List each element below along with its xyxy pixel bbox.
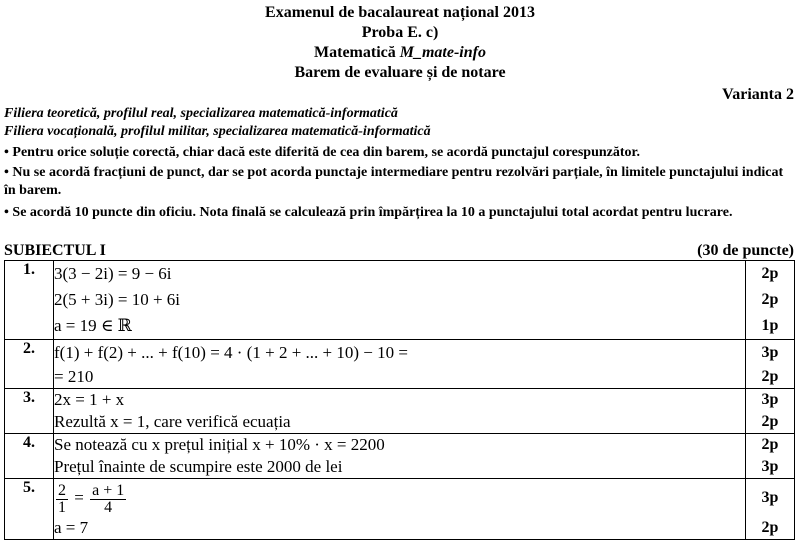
filiera-teoretica: Filiera teoretică, profilul real, specializarea matematică-informatică (4, 106, 398, 121)
points-value: 3p (761, 489, 779, 506)
solution-line: 2x = 1 + x (54, 390, 125, 409)
item-points (746, 479, 795, 540)
subiect-title: SUBIECTUL I (4, 242, 106, 259)
subiect-points: (30 de puncte) (697, 242, 794, 259)
subject-prefix: Matematică (314, 44, 400, 61)
item-content (54, 261, 746, 340)
fraction-numerator: a + 1 (92, 481, 125, 499)
fraction-denominator: 1 (58, 498, 66, 516)
bullet-fractiuni-punct: • Nu se acordă fracțiuni de punct, dar se pot acorda punctaje intermediare pentru rezolvări parțiale, în limitele punctajului indicat în barem. (4, 165, 784, 198)
solution-line: a = 7 (54, 518, 89, 537)
exam-proba: Proba E. c) (361, 24, 439, 41)
subject-code: M_mate-info (399, 44, 486, 61)
exam-title: Examenul de bacalaureat național 2013 (265, 4, 535, 21)
item-content (54, 389, 746, 434)
table-row (5, 434, 795, 479)
points-value: 2p (761, 519, 779, 536)
points-value: 3p (761, 458, 779, 475)
subiect-header (4, 242, 794, 260)
solution-line: a = 19 ∈ ℝ (54, 316, 132, 335)
table-row (5, 479, 795, 540)
points-value: 3p (761, 344, 779, 361)
item-points (746, 389, 795, 434)
item-points (746, 340, 795, 389)
table-row (5, 340, 795, 389)
item-number: 3. (5, 389, 54, 434)
item-number: 5. (5, 479, 54, 540)
solution-line: Rezultă x = 1, care verifică ecuația (54, 412, 291, 431)
item-points (746, 434, 795, 479)
points-value: 2p (761, 368, 779, 385)
filiera-vocationala: Filiera vocațională, profilul militar, specializarea matematică-informatică (4, 124, 431, 139)
solution-line: = 210 (54, 367, 94, 386)
points-value: 2p (761, 265, 779, 282)
table-row (5, 389, 795, 434)
fraction-denominator: 4 (104, 498, 113, 516)
exam-subject (0, 44, 800, 62)
item-content (54, 479, 746, 540)
item-number: 4. (5, 434, 54, 479)
solution-line: 2(5 + 3i) = 10 + 6i (54, 290, 181, 309)
bullet-puncte-oficiu: • Se acordă 10 puncte din oficiu. Nota finală se calculează prin împărțirea la 10 a punctajului total acordat pentru lucrare. (4, 205, 733, 220)
fraction (90, 483, 126, 516)
points-value: 2p (761, 436, 779, 453)
varianta-label: Varianta 2 (722, 86, 794, 103)
fraction (56, 483, 68, 516)
table-row (5, 261, 795, 340)
item-number: 1. (5, 261, 54, 340)
solution-line: Prețul înainte de scumpire este 2000 de lei (54, 457, 343, 476)
points-value: 2p (761, 413, 779, 430)
item-points (746, 261, 795, 340)
solution-line-fraction (54, 479, 745, 517)
fraction-numerator: 2 (58, 481, 66, 499)
points-value: 3p (761, 391, 779, 408)
item-number: 2. (5, 340, 54, 389)
equals-sign: = (74, 488, 84, 507)
solution-line: 3(3 − 2i) = 9 − 6i (54, 264, 172, 283)
bullet-solutie-corecta: • Pentru orice soluție corectă, chiar dacă este diferită de cea din barem, se acordă punctajul corespunzător. (4, 145, 640, 160)
item-content (54, 434, 746, 479)
item-content (54, 340, 746, 389)
exam-barem-title: Barem de evaluare și de notare (294, 64, 506, 81)
points-value: 2p (761, 291, 779, 308)
solution-line: f(1) + f(2) + ... + f(10) = 4 · (1 + 2 + ... + 10) − 10 = (54, 343, 408, 362)
points-value: 1p (761, 317, 779, 334)
barem-table (4, 260, 795, 540)
solution-line: Se notează cu x prețul inițial x + 10% · x = 2200 (54, 435, 385, 454)
